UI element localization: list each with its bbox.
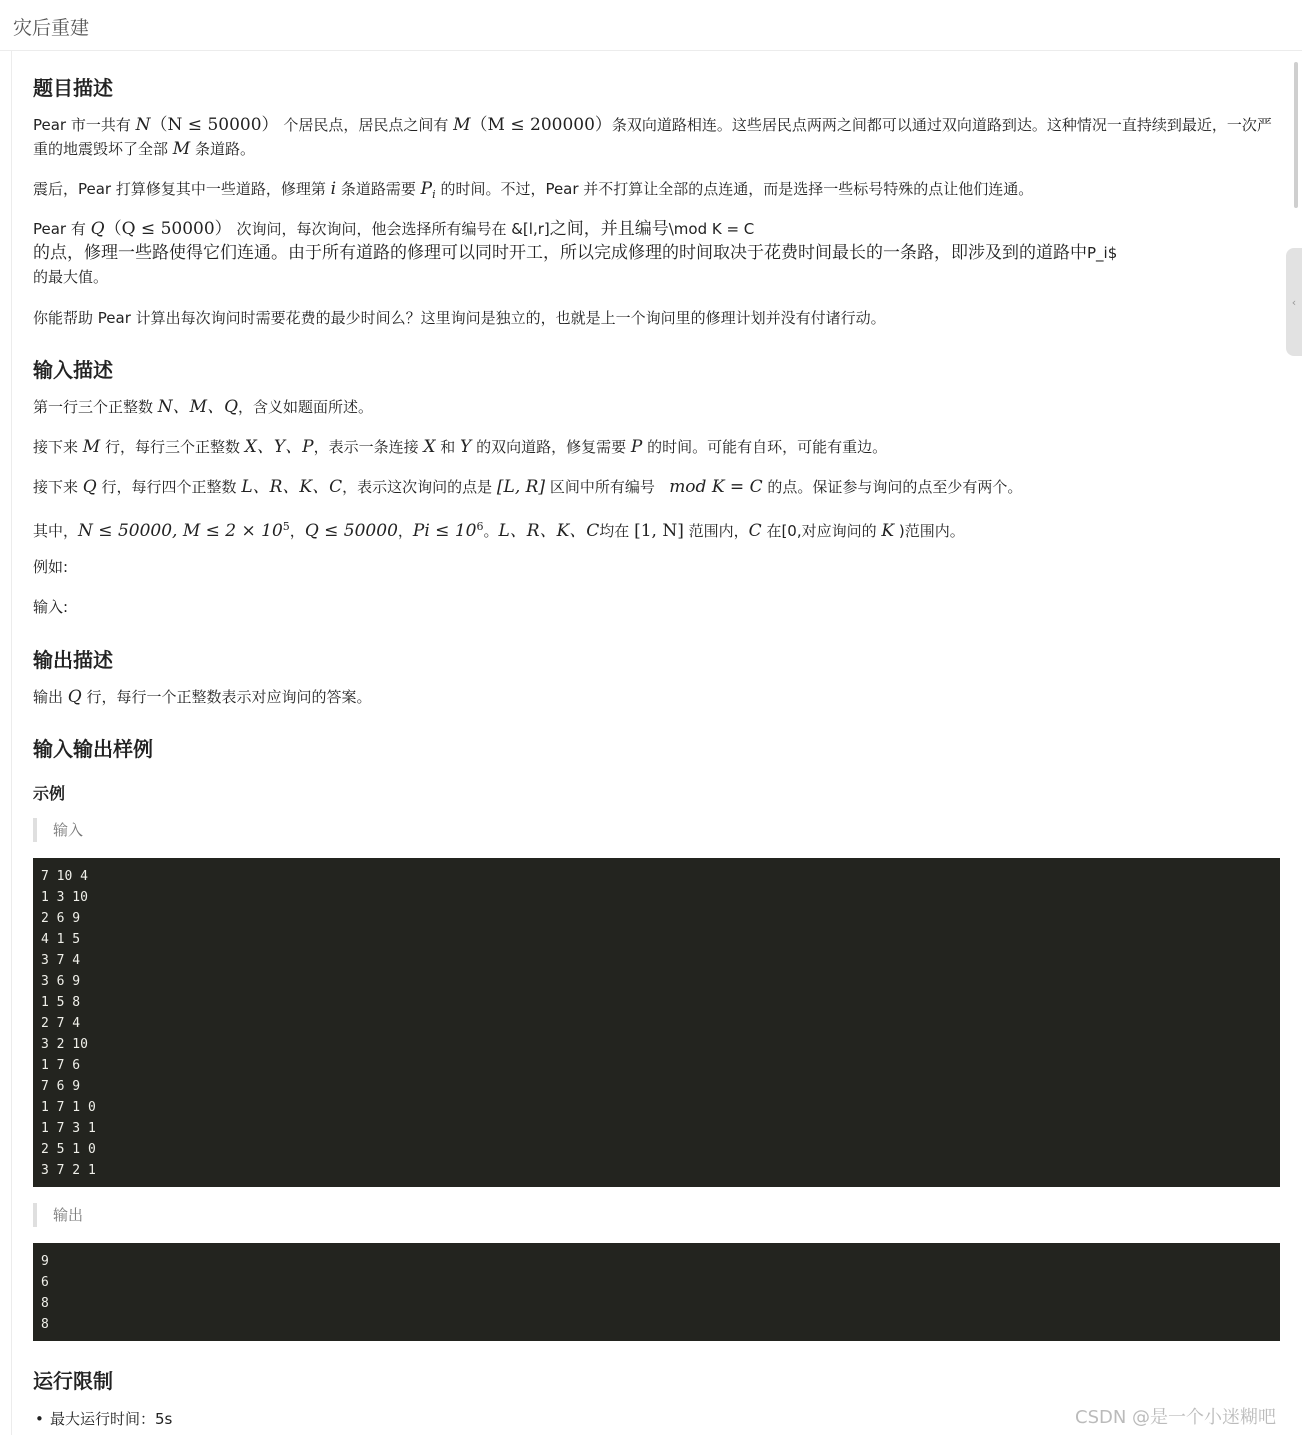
section-title-limits: 运行限制: [33, 1369, 113, 1393]
output-line: 9: [41, 1254, 49, 1269]
input-line: 4 1 5: [41, 932, 81, 947]
input-line: 1 3 10: [41, 890, 88, 905]
content-left-border: [11, 51, 12, 1435]
input-line: 3 2 10: [41, 1037, 88, 1052]
input-line: 2 7 4: [41, 1016, 81, 1031]
input-line-6: 输入:: [33, 598, 69, 616]
desc-paragraph-2: 震后，Pear 打算修复其中一些道路，修理第 i 条道路需要 $P_i$ 的时间。不过，Pear 并不打算让全部的点连通，而是选择一些标号特殊的点让他们连通。: [33, 179, 1034, 201]
input-line: 2 5 1 0: [41, 1142, 96, 1157]
input-line: 1 7 1 0: [41, 1100, 96, 1115]
output-line: 6: [41, 1275, 49, 1290]
limit-item-time: • 最大运行时间：5s: [50, 1407, 172, 1431]
section-title-samples: 输入输出样例: [33, 737, 153, 761]
desc-paragraph-3: Pear 有 Q（Q ≤ 50000） 次询问，每次询问，他会选择所有编号在 &[l,r]之间，并且编号\mod K = C 的点，修理一些路使得它们连通。由于所有道路的修理可以同时开工，所以完成修理的时间取决于花费时间最长的一条路，即涉及到的道路中P_i$ 的最大值。: [33, 219, 1118, 286]
input-line-3: 接下来 Q 行，每行四个正整数 L、R、K、C，表示这次询问的点是 [L, R] 区间中所有编号 mod K = C 的点。保证参与询问的点至少有两个。: [33, 477, 1023, 497]
sample-output-label: 输出: [33, 1203, 83, 1227]
sample-input-label: 输入: [33, 818, 83, 842]
input-line: 1 7 3 1: [41, 1121, 96, 1136]
input-line: 2 6 9: [41, 911, 81, 926]
input-line: 7 6 9: [41, 1079, 81, 1094]
scrollbar-thumb[interactable]: [1294, 62, 1298, 208]
input-line: 3 7 2 1: [41, 1163, 96, 1178]
output-line: 8: [41, 1296, 49, 1311]
section-title-description: 题目描述: [33, 76, 113, 100]
top-bar: [0, 0, 1302, 51]
input-line: 7 10 4: [41, 869, 88, 884]
desc-paragraph-4: 你能帮助 Pear 计算出每次询问时需要花费的最少时间么？这里询问是独立的，也就是上一个询问里的修理计划并没有付诸行动。: [33, 309, 886, 327]
input-line: 1 5 8: [41, 995, 81, 1010]
desc-paragraph-1: Pear 市一共有 N（N ≤ 50000） 个居民点，居民点之间有 M（M ≤ 200000）条双向道路相连。这些居民点两两之间都可以通过双向道路到达。这种情况一直持续到最近，一次严重的地震毁坏了全部 M 条道路。: [33, 115, 1272, 159]
page-title: 灾后重建: [13, 17, 90, 39]
watermark: CSDN @是一个小迷糊吧: [1075, 1407, 1277, 1428]
output-line: 8: [41, 1317, 49, 1332]
input-line-1: 第一行三个正整数 N、M、Q，含义如题面所述。: [33, 397, 374, 417]
chevron-left-icon: ‹: [1291, 295, 1297, 309]
input-line-5: 例如:: [33, 558, 69, 576]
section-title-input: 输入描述: [33, 358, 113, 382]
side-panel-toggle[interactable]: [1286, 248, 1302, 356]
input-line-2: 接下来 M 行，每行三个正整数 X、Y、P，表示一条连接 X 和 Y 的双向道路，修复需要 P 的时间。可能有自环，可能有重边。: [33, 437, 888, 457]
input-line: 1 7 6: [41, 1058, 81, 1073]
input-line: 3 7 4: [41, 953, 81, 968]
section-title-output: 输出描述: [33, 648, 113, 672]
sample-subtitle: 示例: [33, 784, 66, 803]
sample-input-code-block[interactable]: [33, 858, 1280, 1187]
sample-output-code-block[interactable]: [33, 1243, 1280, 1341]
input-line-4: 其中，N ≤ 50000, $M \le 2 \times 10^5$，Q ≤ 50000，$Pi \le 10^6$。L、R、K、C均在 [1, N] 范围内，C 在[0,对应询问的 K )范围内。: [33, 520, 965, 541]
input-line: 3 6 9: [41, 974, 81, 989]
output-description: 输出 Q 行，每行一个正整数表示对应询问的答案。: [33, 687, 372, 707]
